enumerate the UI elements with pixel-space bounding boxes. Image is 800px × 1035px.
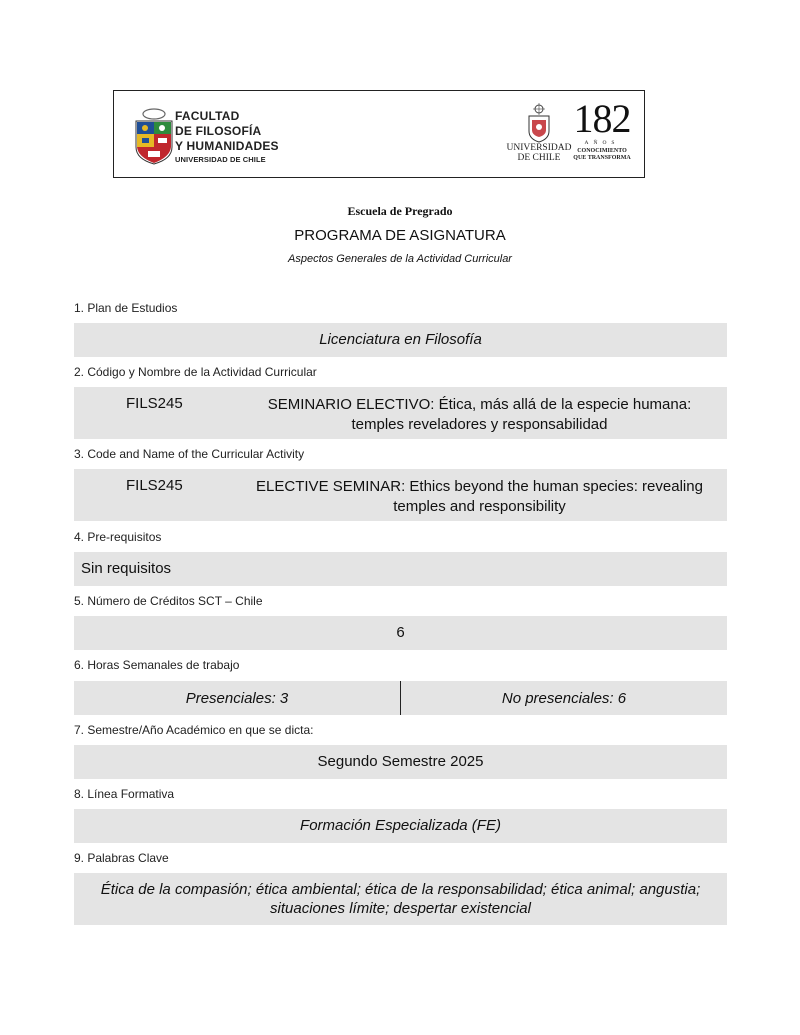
line-value: Formación Especializada (FE) bbox=[300, 817, 501, 834]
anniversary-number: 182 bbox=[573, 96, 631, 141]
anniversary-years: AÑOS bbox=[584, 140, 620, 146]
code-es-name-line-1: SEMINARIO ELECTIVO: Ética, más allá de la especie humana: bbox=[267, 396, 692, 413]
plan-field bbox=[74, 323, 727, 357]
credits-field bbox=[74, 616, 727, 650]
plan-label: 1. Plan de Estudios bbox=[74, 301, 178, 315]
prereq-field bbox=[74, 552, 727, 586]
semester-value: Segundo Semestre 2025 bbox=[317, 753, 484, 770]
credits-value: 6 bbox=[396, 624, 405, 641]
plan-value: Licenciatura en Filosofía bbox=[319, 331, 482, 348]
code-en-code: FILS245 bbox=[126, 477, 183, 494]
code-es-name bbox=[244, 395, 715, 435]
code-es-field bbox=[74, 387, 727, 439]
line-label: 8. Línea Formativa bbox=[74, 787, 175, 801]
code-en-name-line-2: temples and responsibility bbox=[393, 498, 566, 515]
uchile-crest-icon bbox=[526, 103, 552, 143]
faculty-line-1: FACULTAD bbox=[175, 109, 240, 123]
code-es-label: 2. Código y Nombre de la Actividad Curricular bbox=[74, 365, 317, 379]
credits-label: 5. Número de Créditos SCT – Chile bbox=[74, 594, 263, 608]
page-subtitle: Aspectos Generales de la Actividad Curricular bbox=[288, 253, 512, 265]
school-name: Escuela de Pregrado bbox=[347, 204, 453, 218]
anniversary-logo bbox=[572, 96, 632, 162]
code-es-name-line-2: temples reveladores y responsabilidad bbox=[351, 416, 608, 433]
uchile-name-2: DE CHILE bbox=[517, 153, 561, 163]
code-en-field bbox=[74, 469, 727, 521]
prereq-value: Sin requisitos bbox=[81, 560, 172, 577]
code-en-name-line-1: ELECTIVE SEMINAR: Ethics beyond the human species: revealing bbox=[256, 478, 703, 495]
faculty-university: UNIVERSIDAD DE CHILE bbox=[175, 155, 266, 164]
code-en-label: 3. Code and Name of the Curricular Activity bbox=[74, 447, 305, 461]
header-logo-box bbox=[113, 90, 645, 178]
anniversary-tagline-1: CONOCIMIENTO bbox=[577, 148, 627, 154]
code-es-code: FILS245 bbox=[126, 395, 183, 412]
prereq-label: 4. Pre-requisitos bbox=[74, 530, 162, 544]
keywords-label: 9. Palabras Clave bbox=[74, 851, 169, 865]
keywords-line-2: situaciones límite; despertar existencial bbox=[270, 900, 531, 917]
line-field bbox=[74, 809, 727, 843]
semester-label: 7. Semestre/Año Académico en que se dicta: bbox=[74, 723, 314, 737]
faculty-line-2: DE FILOSOFÍA bbox=[175, 124, 262, 138]
keywords-field bbox=[74, 873, 727, 925]
semester-field bbox=[74, 745, 727, 779]
hours-presencial: Presenciales: 3 bbox=[185, 689, 289, 707]
faculty-name bbox=[175, 109, 279, 166]
faculty-line-3: Y HUMANIDADES bbox=[175, 139, 279, 153]
uchile-name-1: UNIVERSIDAD bbox=[506, 143, 572, 153]
keywords-line-1: Ética de la compasión; ética ambiental; ética de la responsabilidad; ética animal; angustia; bbox=[100, 881, 701, 898]
page-title: PROGRAMA DE ASIGNATURA bbox=[294, 227, 506, 244]
uchile-logo bbox=[506, 103, 572, 163]
hours-no-presencial: No presenciales: 6 bbox=[501, 689, 627, 707]
code-en-name bbox=[244, 477, 715, 517]
hours-label: 6. Horas Semanales de trabajo bbox=[74, 658, 240, 672]
faculty-crest-icon bbox=[134, 107, 174, 165]
anniversary-tagline-2: QUE TRANSFORMA bbox=[573, 155, 631, 161]
hours-field bbox=[74, 681, 727, 715]
